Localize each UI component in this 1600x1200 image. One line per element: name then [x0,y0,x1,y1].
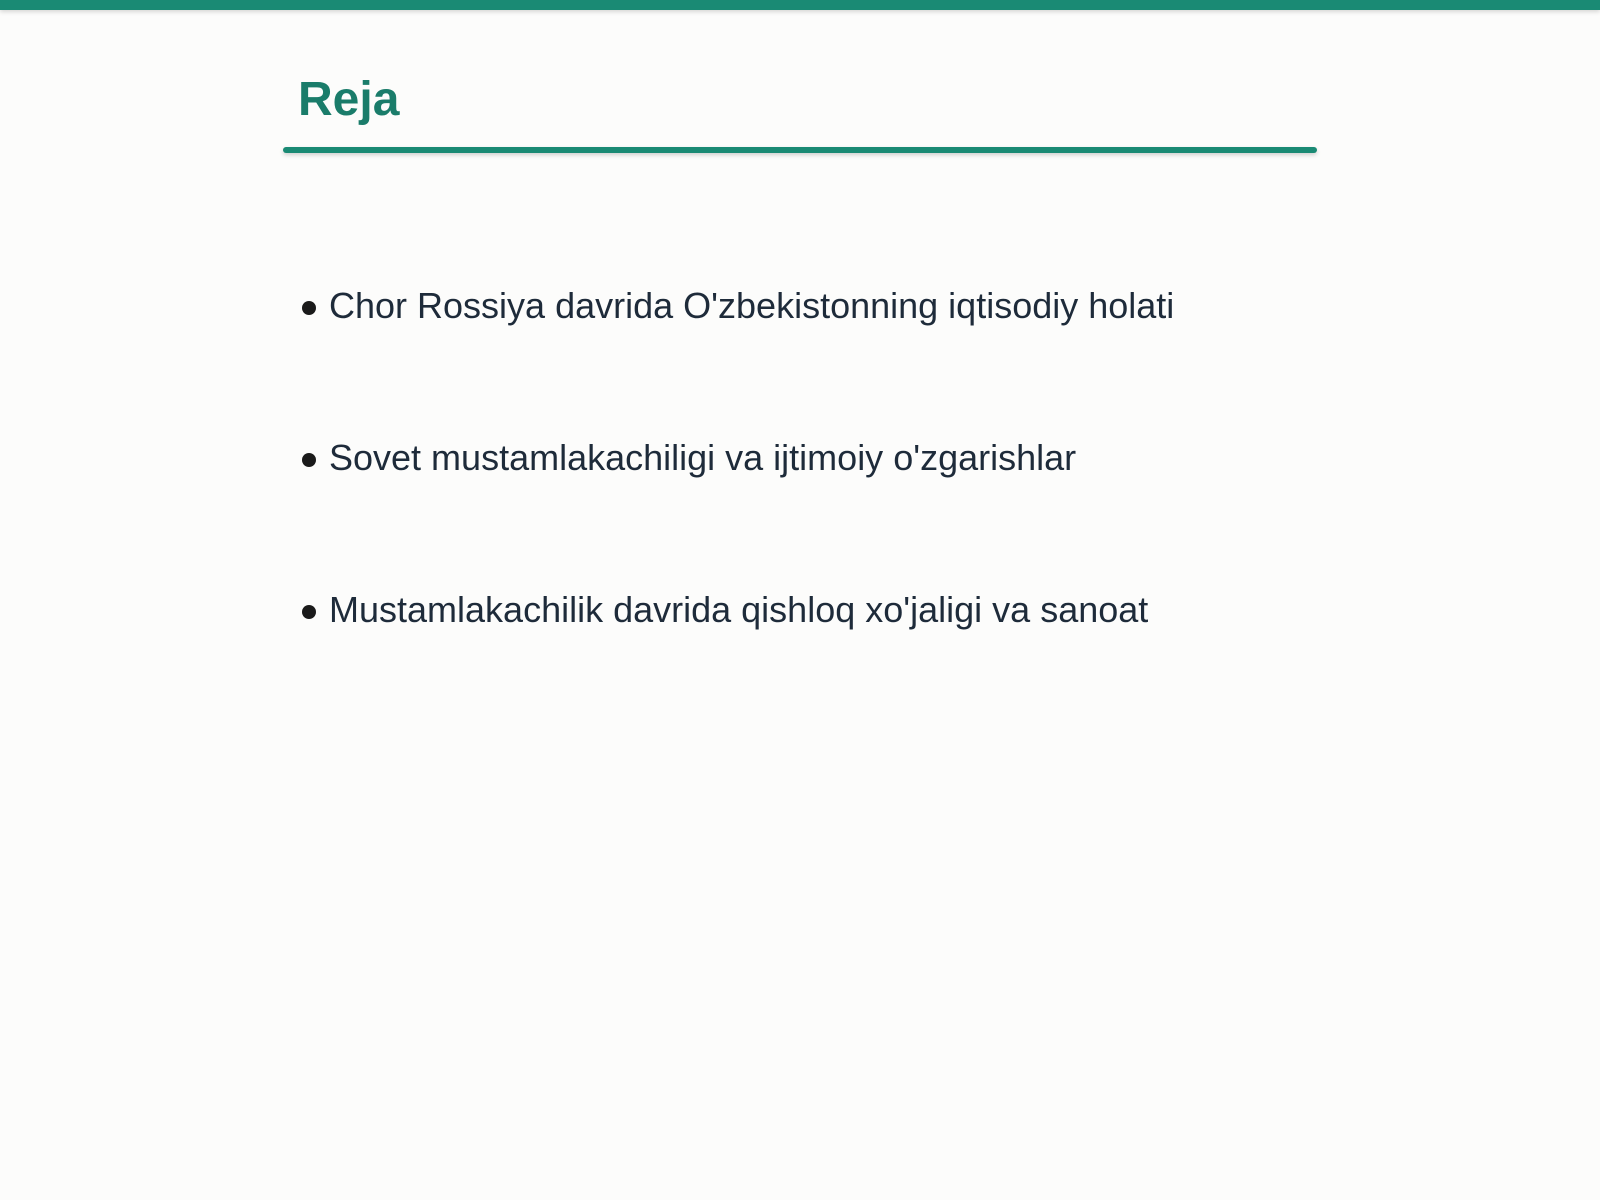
top-accent-bar [0,0,1600,10]
bullet-text: Chor Rossiya davrida O'zbekistonning iqtisodiy holati [329,285,1175,326]
list-item [300,280,1320,432]
list-item [300,584,1320,736]
bullet-icon [302,301,316,315]
bullet-list [300,280,1320,736]
bullet-icon [302,605,316,619]
title-underline [283,147,1317,153]
list-item [300,432,1320,584]
bullet-text: Sovet mustamlakachiligi va ijtimoiy o'zgarishlar [329,437,1077,478]
bullet-text: Mustamlakachilik davrida qishloq xo'jaligi va sanoat [329,589,1149,630]
bullet-icon [302,453,316,467]
slide-title: Reja [298,73,400,126]
